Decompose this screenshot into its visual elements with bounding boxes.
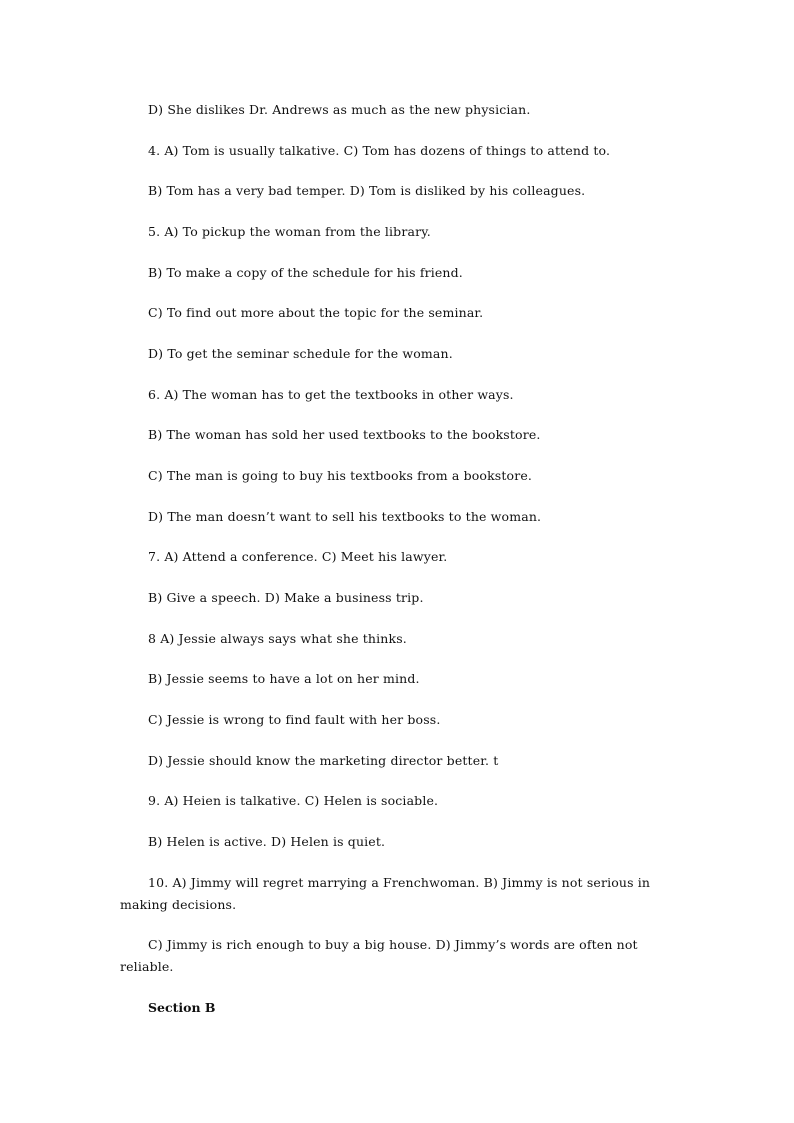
section-heading: Section B: [148, 1000, 216, 1015]
question-7-line-1: 7. A) Attend a conference. C) Meet his lawyer.: [148, 549, 448, 564]
question-6-option-d: D) The man doesn’t want to sell his textbooks to the woman.: [148, 509, 542, 524]
question-9-line-2: B) Helen is active. D) Helen is quiet.: [148, 834, 386, 849]
question-6-option-c: C) The man is going to buy his textbooks from a bookstore.: [148, 468, 533, 483]
question-10-paragraph-2: C) Jimmy is rich enough to buy a big house. D) Jimmy’s words are often not reliable.: [120, 937, 638, 974]
question-5-option-c: C) To find out more about the topic for the seminar.: [148, 305, 484, 320]
question-4-line-2: B) Tom has a very bad temper. D) Tom is disliked by his colleagues.: [148, 183, 586, 198]
question-5-option-d: D) To get the seminar schedule for the woman.: [148, 346, 453, 361]
question-7-line-2: B) Give a speech. D) Make a business trip.: [148, 590, 424, 605]
question-8-option-a: 8 A) Jessie always says what she thinks.: [148, 631, 407, 646]
question-8-option-d: D) Jessie should know the marketing director better. t: [148, 753, 499, 768]
question-6-option-b: B) The woman has sold her used textbooks to the bookstore.: [148, 427, 541, 442]
question-5-option-b: B) To make a copy of the schedule for his friend.: [148, 265, 463, 280]
question-10-paragraph-1: 10. A) Jimmy will regret marrying a Frenchwoman. B) Jimmy is not serious in making decisions.: [120, 875, 651, 912]
question-6-option-a: 6. A) The woman has to get the textbooks in other ways.: [148, 387, 514, 402]
question-5-option-a: 5. A) To pickup the woman from the library.: [148, 224, 431, 239]
option-3d: D) She dislikes Dr. Andrews as much as the new physician.: [148, 102, 531, 117]
question-8-option-c: C) Jessie is wrong to find fault with her boss.: [148, 712, 441, 727]
question-4-line-1: 4. A) Tom is usually talkative. C) Tom has dozens of things to attend to.: [148, 143, 611, 158]
question-8-option-b: B) Jessie seems to have a lot on her mind.: [148, 671, 420, 686]
question-9-line-1: 9. A) Heien is talkative. C) Helen is sociable.: [148, 793, 439, 808]
